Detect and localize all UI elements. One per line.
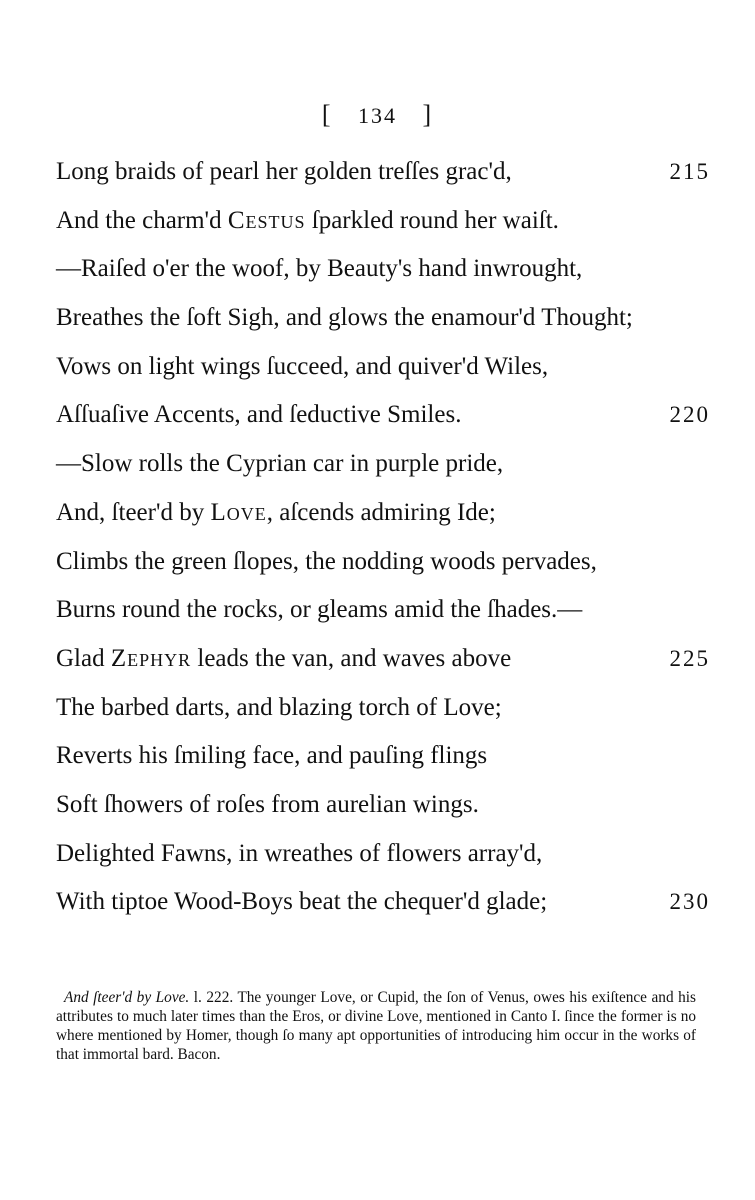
line-text: Climbs the green ſlopes, the nodding woods pervades, [56, 547, 597, 575]
line-number: 225 [669, 645, 710, 671]
poem-body [56, 148, 710, 927]
poem-line [56, 684, 706, 733]
footnote-reference: And ſteer'd by Love. [64, 989, 190, 1006]
page-number-header [0, 100, 755, 130]
line-text-segment: And, ſteer'd by [56, 498, 211, 526]
line-text: Long braids of pearl her golden treſſes grac'd, [56, 158, 512, 185]
poem-line [56, 732, 706, 781]
line-number: 215 [669, 159, 710, 184]
line-text: Vows on light wings ſucceed, and quiver'd Wiles, [56, 352, 549, 380]
footnote-attribution: Bacon. [173, 1046, 221, 1063]
zephyr-name: Zephyr [110, 644, 192, 672]
line-text [56, 635, 511, 684]
poem-line [56, 489, 706, 538]
footnote-text: The younger Love, or Cupid, the ſon of Venus, owes his exiſtence and his attributes to much later times than the Eros, or divine Love, mentioned in Canto I. ſince the former is no where mentioned by Homer, though ſo many apt opportunities of introducing him occur in the works of that immortal bard. [56, 989, 696, 1063]
poem-line [56, 197, 706, 246]
line-number: 220 [669, 402, 710, 428]
line-text [56, 197, 559, 246]
poem-line [56, 878, 710, 927]
poem-line [56, 391, 710, 440]
poem-line [56, 343, 706, 392]
poem-line [56, 830, 706, 879]
poem-line [56, 148, 710, 197]
line-text: —Raiſed o'er the woof, by Beauty's hand inwrought, [56, 255, 583, 283]
love-name: Love [210, 498, 267, 526]
poem-line [56, 586, 706, 635]
right-bracket: ] [422, 100, 434, 129]
poem-line [56, 538, 706, 587]
line-text: Delighted Fawns, in wreathes of flowers array'd, [56, 839, 543, 867]
footnote [56, 988, 696, 1064]
line-text [56, 489, 496, 538]
line-text-segment: Glad [56, 644, 111, 672]
line-text-segment: ſparkled round her waiſt. [305, 206, 559, 234]
poem-line [56, 635, 710, 684]
line-text: Breathes the ſoft Sigh, and glows the enamour'd Thought; [56, 304, 633, 332]
footnote-line-ref: l. 222. [189, 989, 234, 1006]
poem-line [56, 245, 706, 294]
line-text-segment: And the charm'd [56, 206, 228, 234]
line-text: Burns round the rocks, or gleams amid the ſhades.— [56, 596, 583, 624]
poem-line [56, 294, 706, 343]
line-text: Aſſuaſive Accents, and ſeductive Smiles. [56, 401, 462, 429]
cestus-name: Cestus [227, 206, 306, 234]
poem-line [56, 440, 706, 489]
line-text: Soft ſhowers of roſes from aurelian wings. [56, 790, 479, 818]
poem-line [56, 781, 706, 830]
line-text: The barbed darts, and blazing torch of Love; [56, 693, 502, 721]
line-text-segment: leads the van, and waves above [191, 644, 512, 672]
line-text: —Slow rolls the Cyprian car in purple pride, [56, 450, 504, 478]
line-number: 230 [669, 889, 710, 915]
footnote-lead [56, 989, 233, 1006]
line-text: With tiptoe Wood-Boys beat the chequer'd glade; [56, 888, 548, 916]
line-text-segment: , aſcends admiring Ide; [266, 498, 496, 526]
line-text: Reverts his ſmiling face, and pauſing flings [56, 742, 488, 770]
left-bracket: [ [321, 100, 333, 129]
page-number: 134 [358, 103, 397, 128]
